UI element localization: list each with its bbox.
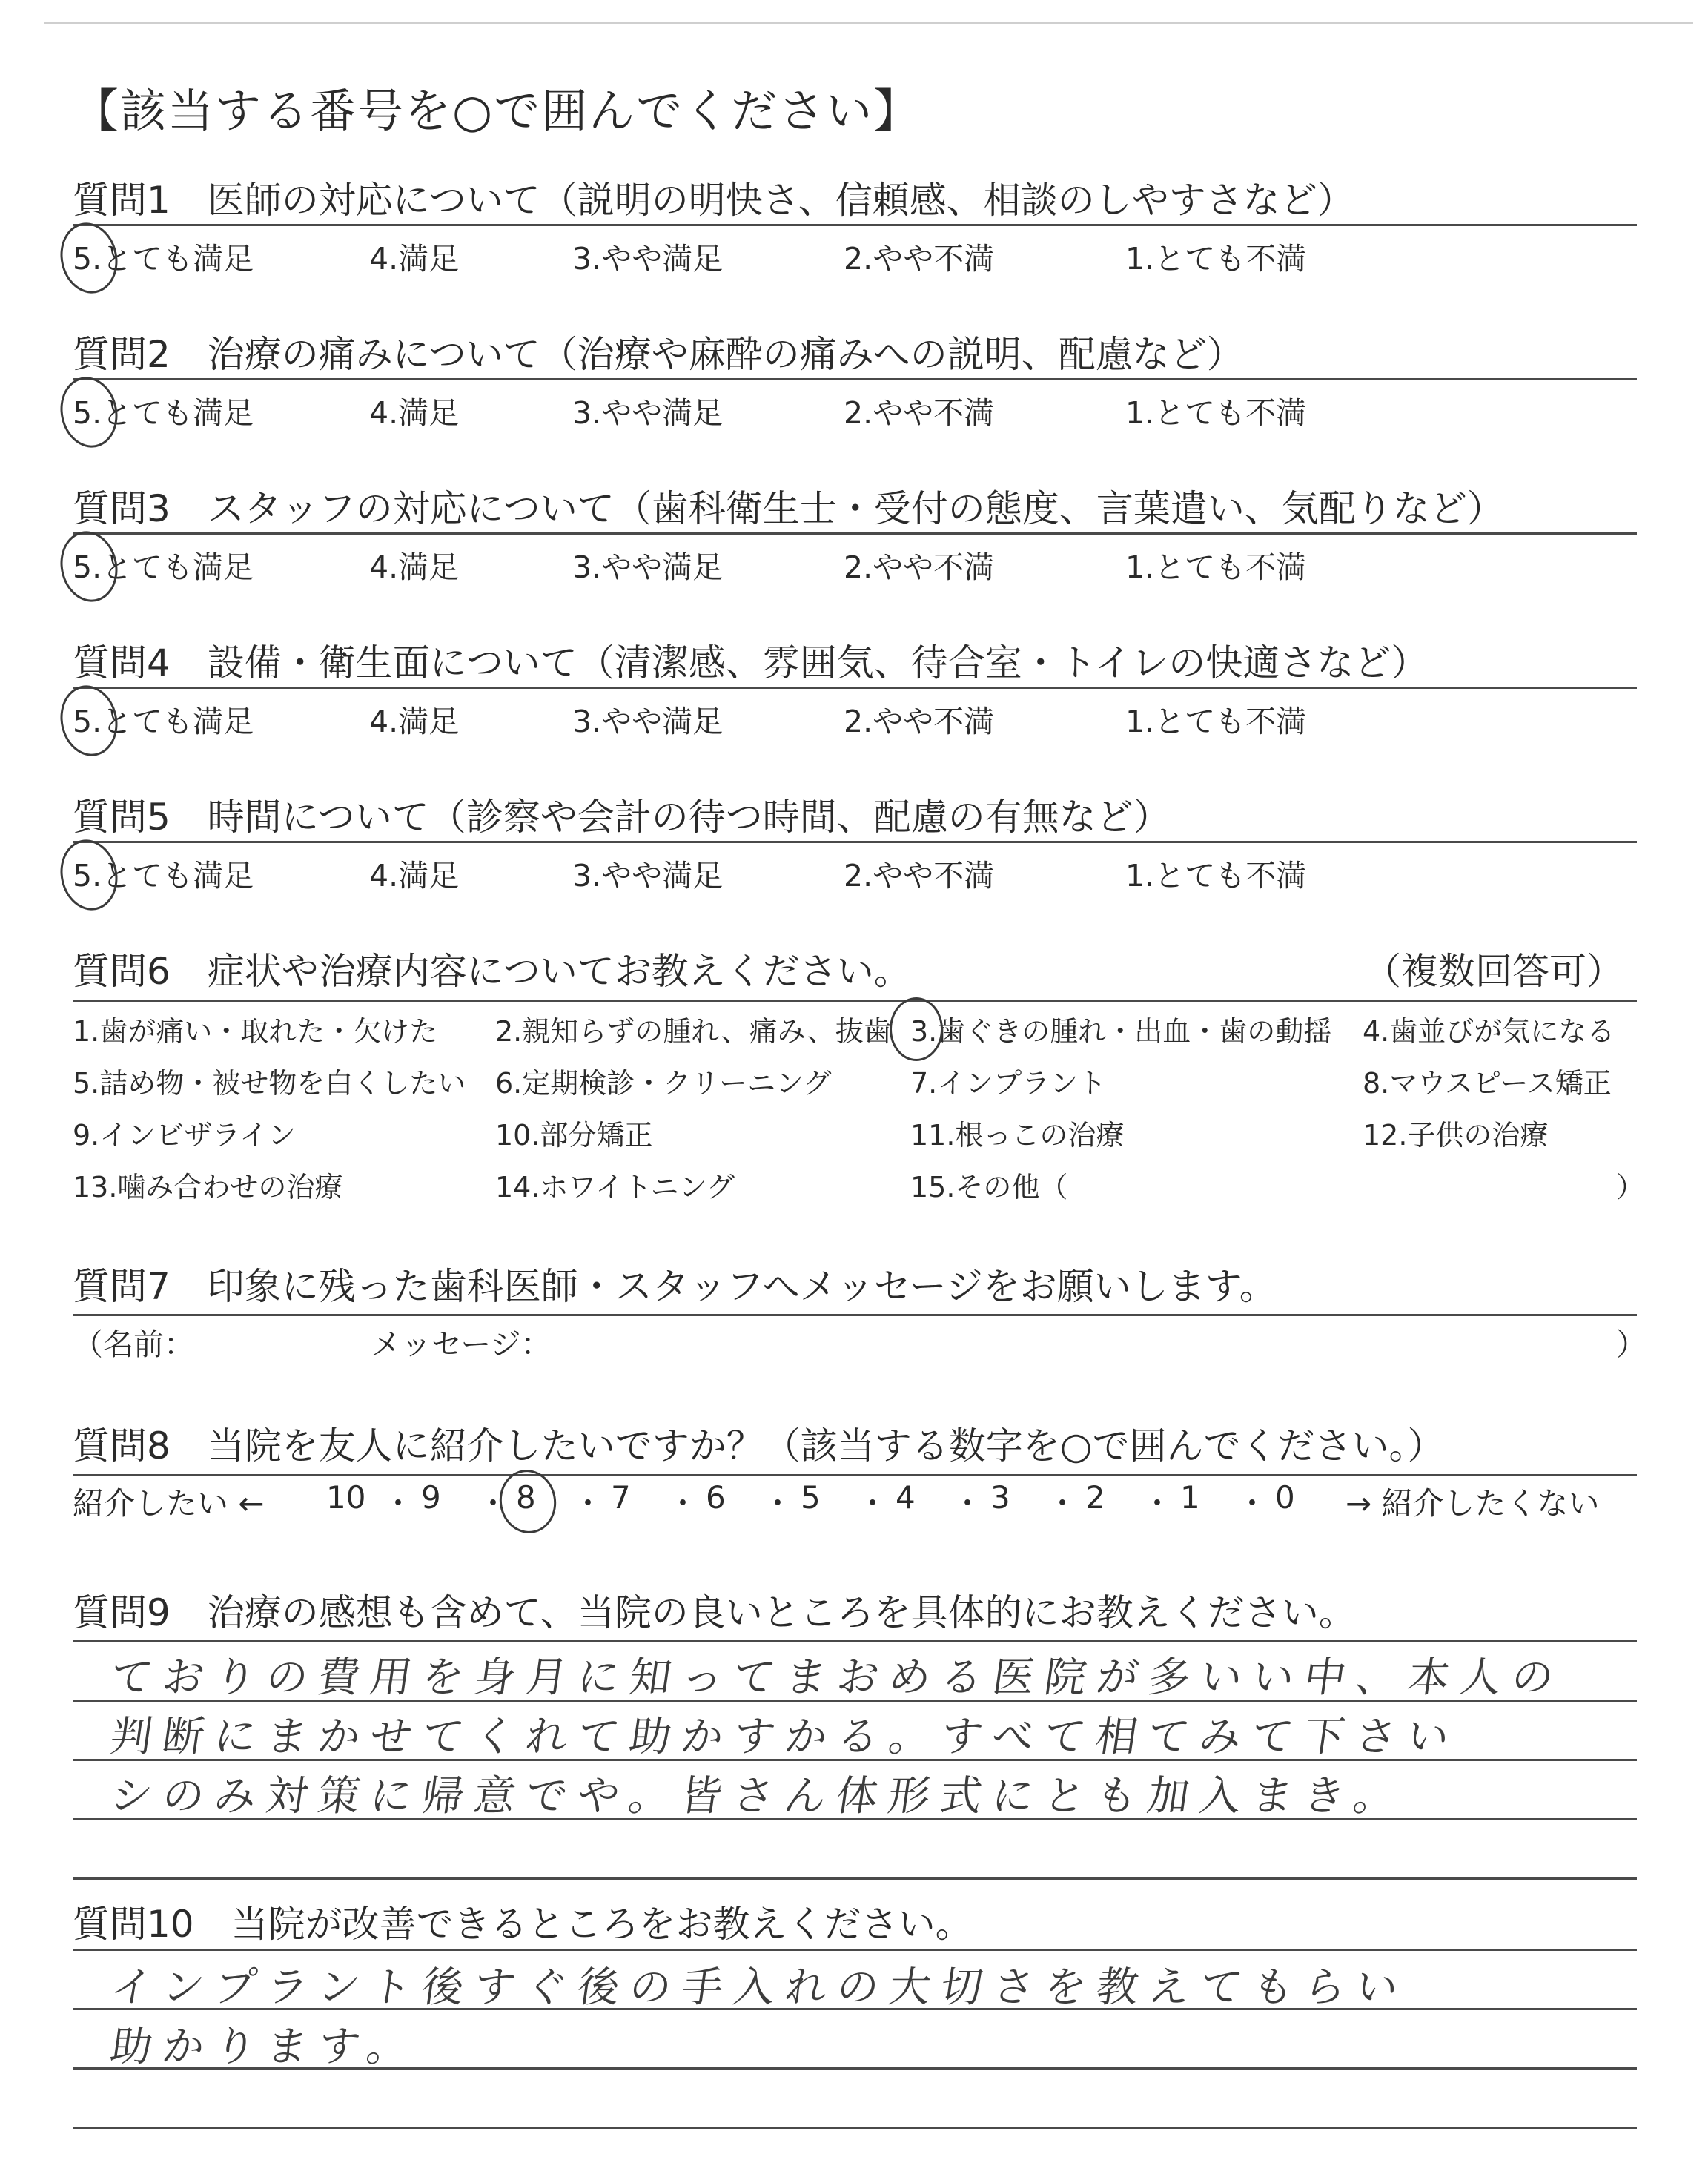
q8-scale-separator: ・ [1047,1485,1079,1522]
q4-selection-circle [54,680,124,762]
q3-selection-circle [54,526,124,607]
q6-option-14[interactable]: 14.ホワイトニング [495,1171,735,1203]
q9-handwriting-line-2: 判断にまかせてくれて助かすかる。すべて相てみて下さい [107,1713,1463,1761]
q7-message-label: メッセージ： [371,1327,552,1362]
q2-option-5[interactable]: 5.とても満足 [73,395,254,431]
q10-rule-1 [73,1949,1637,1951]
q6-option-12[interactable]: 12.子供の治療 [1363,1119,1549,1152]
q8-scale-separator: ・ [383,1485,414,1522]
q4-option-2[interactable]: 2.やや不満 [844,704,995,739]
q8-scale-7[interactable]: 7 [611,1479,631,1516]
q9-handwriting-line-3: シのみ対策に帰意でや。皆さん体形式にとも加入まき。 [107,1772,1409,1820]
q9-handwriting-line-1: ておりの費用を身月に知ってまおめる医院が多いい中、本人の [107,1654,1567,1702]
q8-scale-2[interactable]: 2 [1085,1479,1105,1516]
q8-scale-0[interactable]: 0 [1275,1479,1295,1516]
q7-close: ） [1616,1327,1646,1362]
q2-title: 質問2 治療の痛みについて（治療や麻酔の痛みへの説明、配慮など） [73,333,1244,376]
q6-option-2[interactable]: 2.親知らずの腫れ、痛み、抜歯 [495,1015,892,1048]
q8-rule [73,1474,1637,1476]
q1-title: 質問1 医師の対応について（説明の明快さ、信頼感、相談のしやすさなど） [73,179,1354,222]
q4-option-5[interactable]: 5.とても満足 [73,704,254,739]
q6-title: 質問6 症状や治療内容についてお教えください。 [73,950,911,993]
q1-option-3[interactable]: 3.やや満足 [572,241,724,277]
q8-scale-5[interactable]: 5 [801,1479,821,1516]
q5-option-2[interactable]: 2.やや不満 [844,858,995,894]
q8-scale-6[interactable]: 6 [706,1479,726,1516]
page-heading: 【該当する番号を○で囲んでください】 [73,84,921,138]
q5-rule [73,841,1637,843]
q1-rule [73,224,1637,226]
q7-rule [73,1314,1637,1316]
q1-selection-circle [54,217,124,299]
q3-option-5[interactable]: 5.とても満足 [73,549,254,585]
q4-option-1[interactable]: 1.とても不満 [1125,704,1307,739]
q10-title: 質問10 当院が改善できるところをお教えください。 [73,1903,973,1946]
q9-rule-5 [73,1877,1637,1880]
q2-rule [73,378,1637,380]
q8-scale-separator: ・ [857,1485,889,1522]
q4-option-3[interactable]: 3.やや満足 [572,704,724,739]
q9-title: 質問9 治療の感想も含めて、当院の良いところを具体的にお教えください。 [73,1591,1356,1634]
q3-option-2[interactable]: 2.やや不満 [844,549,995,585]
q9-rule-1 [73,1640,1637,1642]
q6-option-11[interactable]: 11.根っこの治療 [910,1119,1125,1152]
q1-option-5[interactable]: 5.とても満足 [73,241,254,277]
q3-title: 質問3 スタッフの対応について（歯科衛生士・受付の態度、言葉遣い、気配りなど） [73,487,1504,530]
q5-option-5[interactable]: 5.とても満足 [73,858,254,894]
q2-option-4[interactable]: 4.満足 [369,395,460,431]
q7-title: 質問7 印象に残った歯科医師・スタッフへメッセージをお願いします。 [73,1265,1277,1308]
q6-option-3[interactable]: 3.歯ぐきの腫れ・出血・歯の動揺 [910,1015,1332,1048]
q8-left-label: 紹介したい ← [73,1485,265,1522]
q1-option-4[interactable]: 4.満足 [369,241,460,277]
top-border [44,22,1693,24]
q3-option-4[interactable]: 4.満足 [369,549,460,585]
q7-name-label: （名前： [73,1327,194,1362]
q8-scale-8[interactable]: 8 [516,1479,536,1516]
q8-scale-separator: ・ [762,1485,794,1522]
q8-scale-1[interactable]: 1 [1180,1479,1200,1516]
q8-scale-separator: ・ [952,1485,984,1522]
q6-option-4[interactable]: 4.歯並びが気になる [1363,1015,1615,1048]
q8-scale-4[interactable]: 4 [896,1479,916,1516]
q8-scale-10[interactable]: 10 [326,1479,366,1516]
q8-scale-separator: ・ [572,1485,604,1522]
q2-option-1[interactable]: 1.とても不満 [1125,395,1307,431]
q6-option-7[interactable]: 7.インプラント [910,1067,1107,1100]
q6-option-9[interactable]: 9.インビザライン [73,1119,297,1152]
q6-option-16[interactable]: ） [1616,1171,1645,1203]
q2-selection-circle [54,371,124,453]
q8-scale-3[interactable]: 3 [990,1479,1010,1516]
q10-rule-4 [73,2127,1637,2129]
q5-option-4[interactable]: 4.満足 [369,858,460,894]
q3-option-3[interactable]: 3.やや満足 [572,549,724,585]
q6-note: （複数回答可） [1364,950,1623,993]
q6-rule [73,1000,1637,1002]
q5-selection-circle [54,834,124,916]
q8-right-label: → 紹介したくない [1345,1485,1600,1522]
q6-option-6[interactable]: 6.定期検診・クリーニング [495,1067,832,1100]
q1-option-1[interactable]: 1.とても不満 [1125,241,1307,277]
q8-scale-separator: ・ [1237,1485,1268,1522]
q2-option-2[interactable]: 2.やや不満 [844,395,995,431]
q6-option-1[interactable]: 1.歯が痛い・取れた・欠けた [73,1015,438,1048]
q10-handwriting-line-1: インプラント後すぐ後の手入れの大切さを教えてもらい [107,1964,1411,2012]
q3-option-1[interactable]: 1.とても不満 [1125,549,1307,585]
q6-selection-circle [890,997,943,1061]
q5-title: 質問5 時間について（診察や会計の待つ時間、配慮の有無など） [73,796,1171,839]
q8-scale-separator: ・ [1142,1485,1174,1522]
q4-option-4[interactable]: 4.満足 [369,704,460,739]
q10-handwriting-line-2: 助かります。 [107,2023,423,2071]
q6-option-8[interactable]: 8.マウスピース矯正 [1363,1067,1612,1100]
q6-option-13[interactable]: 13.噛み合わせの治療 [73,1171,343,1203]
q6-option-10[interactable]: 10.部分矯正 [495,1119,653,1152]
q2-option-3[interactable]: 3.やや満足 [572,395,724,431]
q4-title: 質問4 設備・衛生面について（清潔感、雰囲気、待合室・トイレの快適さなど） [73,641,1429,684]
q6-option-5[interactable]: 5.詰め物・被せ物を白くしたい [73,1067,466,1100]
q5-option-3[interactable]: 3.やや満足 [572,858,724,894]
q8-scale-9[interactable]: 9 [421,1479,441,1516]
q5-option-1[interactable]: 1.とても不満 [1125,858,1307,894]
q3-rule [73,532,1637,535]
q8-scale-separator: ・ [667,1485,699,1522]
q8-title: 質問8 当院を友人に紹介したいですか？（該当する数字を○で囲んでください。） [73,1424,1445,1467]
q6-option-15[interactable]: 15.その他（ [910,1171,1068,1203]
q4-rule [73,687,1637,689]
q8-scale-separator: ・ [477,1485,509,1522]
q1-option-2[interactable]: 2.やや不満 [844,241,995,277]
